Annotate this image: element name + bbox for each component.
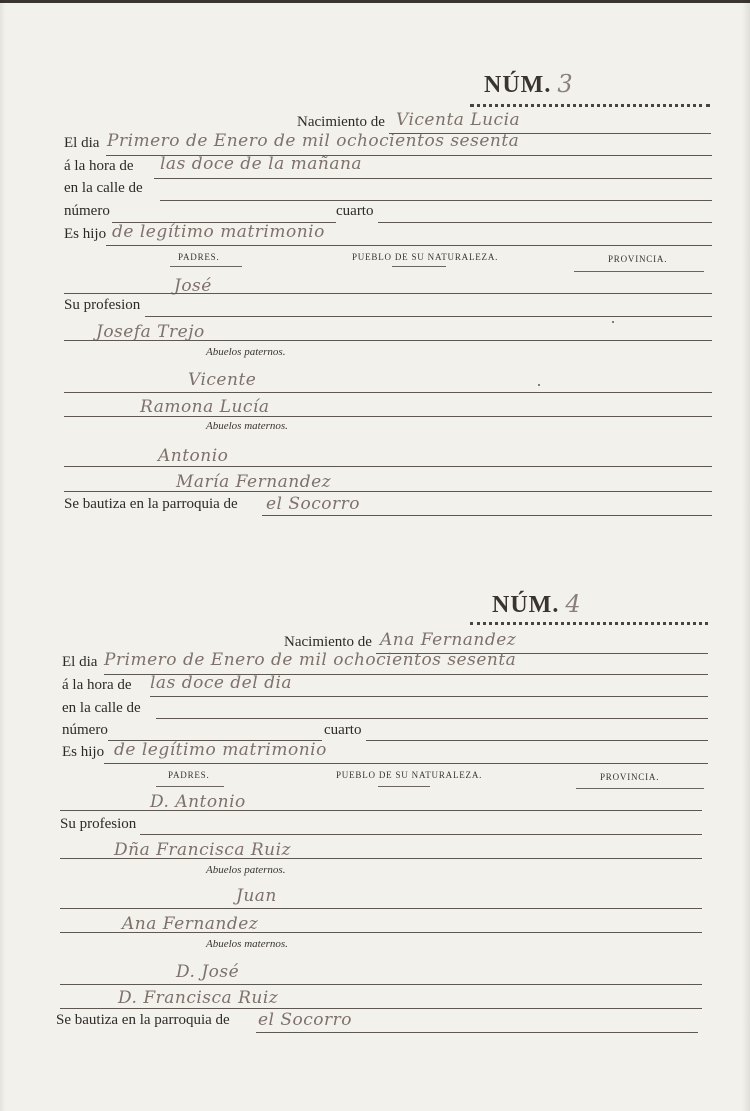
padre-value: José [174, 276, 212, 296]
se-bautiza-label: Se bautiza en la parroquia de [56, 1012, 230, 1028]
birth-record-1 [0, 0, 750, 555]
en-la-calle-line [156, 718, 708, 719]
el-dia-label: El dia [64, 135, 100, 151]
provincia-underline [574, 271, 704, 272]
es-hijo-label: Es hijo [62, 744, 105, 760]
abuelo-materno-line [64, 466, 712, 467]
el-dia-value: Primero de Enero de mil ochocientos sesenta [104, 650, 517, 670]
madre-line [64, 340, 712, 341]
nacimiento-value: Vicenta Lucia [396, 110, 521, 130]
nacimiento-value: Ana Fernandez [380, 630, 517, 650]
number-dotted-rule [470, 104, 710, 107]
abuelos-maternos-label: Abuelos maternos. [206, 938, 288, 950]
parroquia-value: el Socorro [266, 494, 361, 514]
numero-label: número [64, 203, 110, 219]
abuelo-materno-value: Antonio [158, 446, 229, 466]
birth-record-2 [0, 520, 750, 1075]
num-label: NÚM. [492, 592, 560, 618]
provincia-header: PROVINCIA. [608, 254, 668, 264]
ink-dot [612, 321, 614, 323]
su-profesion-line [145, 316, 712, 317]
cuarto-line [366, 740, 708, 741]
numero-label: número [62, 722, 108, 738]
abuelos-paternos-label: Abuelos paternos. [206, 864, 286, 876]
record-number-block [484, 70, 573, 99]
padre-line [64, 293, 712, 294]
parroquia-line [256, 1032, 698, 1033]
abuelos-paternos-label: Abuelos paternos. [206, 346, 286, 358]
padres-underline [156, 786, 224, 787]
pueblo-underline [392, 266, 446, 267]
number-dotted-rule [470, 622, 708, 625]
abuela-paterna-value: Ramona Lucía [140, 397, 270, 417]
a-la-hora-value: las doce de la mañana [160, 154, 363, 174]
a-la-hora-label: á la hora de [64, 158, 134, 174]
abuela-paterna-line [60, 932, 702, 933]
abuelos-maternos-label: Abuelos maternos. [206, 420, 288, 432]
cuarto-label: cuarto [324, 722, 362, 738]
abuela-paterna-value: Ana Fernandez [122, 914, 259, 934]
padre-line [60, 810, 702, 811]
su-profesion-label: Su profesion [64, 297, 141, 313]
en-la-calle-label: en la calle de [62, 700, 141, 716]
abuela-materna-line [64, 491, 712, 492]
abuelo-paterno-line [60, 908, 702, 909]
abuela-paterna-line [64, 416, 712, 417]
nacimiento-label: Nacimiento de [297, 114, 385, 130]
abuelo-paterno-line [64, 392, 712, 393]
es-hijo-line [106, 245, 712, 246]
abuelo-materno-value: D. José [176, 962, 240, 982]
abuelo-paterno-value: Juan [236, 886, 277, 906]
el-dia-label: El dia [62, 654, 98, 670]
madre-value: Dña Francisca Ruiz [114, 840, 292, 860]
pueblo-header: PUEBLO DE SU NATURALEZA. [336, 770, 483, 780]
abuelo-paterno-value: Vicente [188, 370, 257, 390]
es-hijo-value: de legítimo matrimonio [114, 740, 327, 760]
provincia-underline [576, 788, 704, 789]
parroquia-line [262, 515, 712, 516]
parroquia-value: el Socorro [258, 1010, 353, 1030]
padres-underline [170, 266, 242, 267]
en-la-calle-label: en la calle de [64, 180, 143, 196]
cuarto-line [378, 222, 712, 223]
num-label: NÚM. [484, 72, 552, 98]
record-number: 3 [557, 70, 573, 98]
se-bautiza-label: Se bautiza en la parroquia de [64, 496, 238, 512]
a-la-hora-value: las doce del dia [150, 673, 293, 693]
a-la-hora-label: á la hora de [62, 677, 132, 693]
es-hijo-line [104, 763, 708, 764]
su-profesion-label: Su profesion [60, 816, 137, 832]
record-number: 4 [565, 590, 581, 618]
a-la-hora-line [150, 696, 708, 697]
madre-value: Josefa Trejo [96, 322, 205, 342]
ink-dot-2 [538, 384, 540, 386]
su-profesion-line [140, 834, 702, 835]
en-la-calle-line [160, 200, 712, 201]
cuarto-label: cuarto [336, 203, 374, 219]
pueblo-underline [378, 786, 430, 787]
madre-line [60, 858, 702, 859]
es-hijo-label: Es hijo [64, 226, 107, 242]
el-dia-value: Primero de Enero de mil ochocientos sesenta [107, 131, 520, 151]
pueblo-header: PUEBLO DE SU NATURALEZA. [352, 252, 499, 262]
padre-value: D. Antonio [150, 792, 246, 812]
es-hijo-value: de legítimo matrimonio [112, 222, 325, 242]
abuela-materna-value: D. Francisca Ruiz [118, 988, 279, 1008]
provincia-header: PROVINCIA. [600, 772, 660, 782]
padres-header: PADRES. [178, 252, 220, 262]
nacimiento-label: Nacimiento de [284, 634, 372, 650]
abuela-materna-line [60, 1008, 702, 1009]
abuela-materna-value: María Fernandez [176, 472, 332, 492]
padres-header: PADRES. [168, 770, 210, 780]
abuelo-materno-line [60, 984, 702, 985]
a-la-hora-line [154, 178, 712, 179]
record-number-block [492, 590, 581, 619]
